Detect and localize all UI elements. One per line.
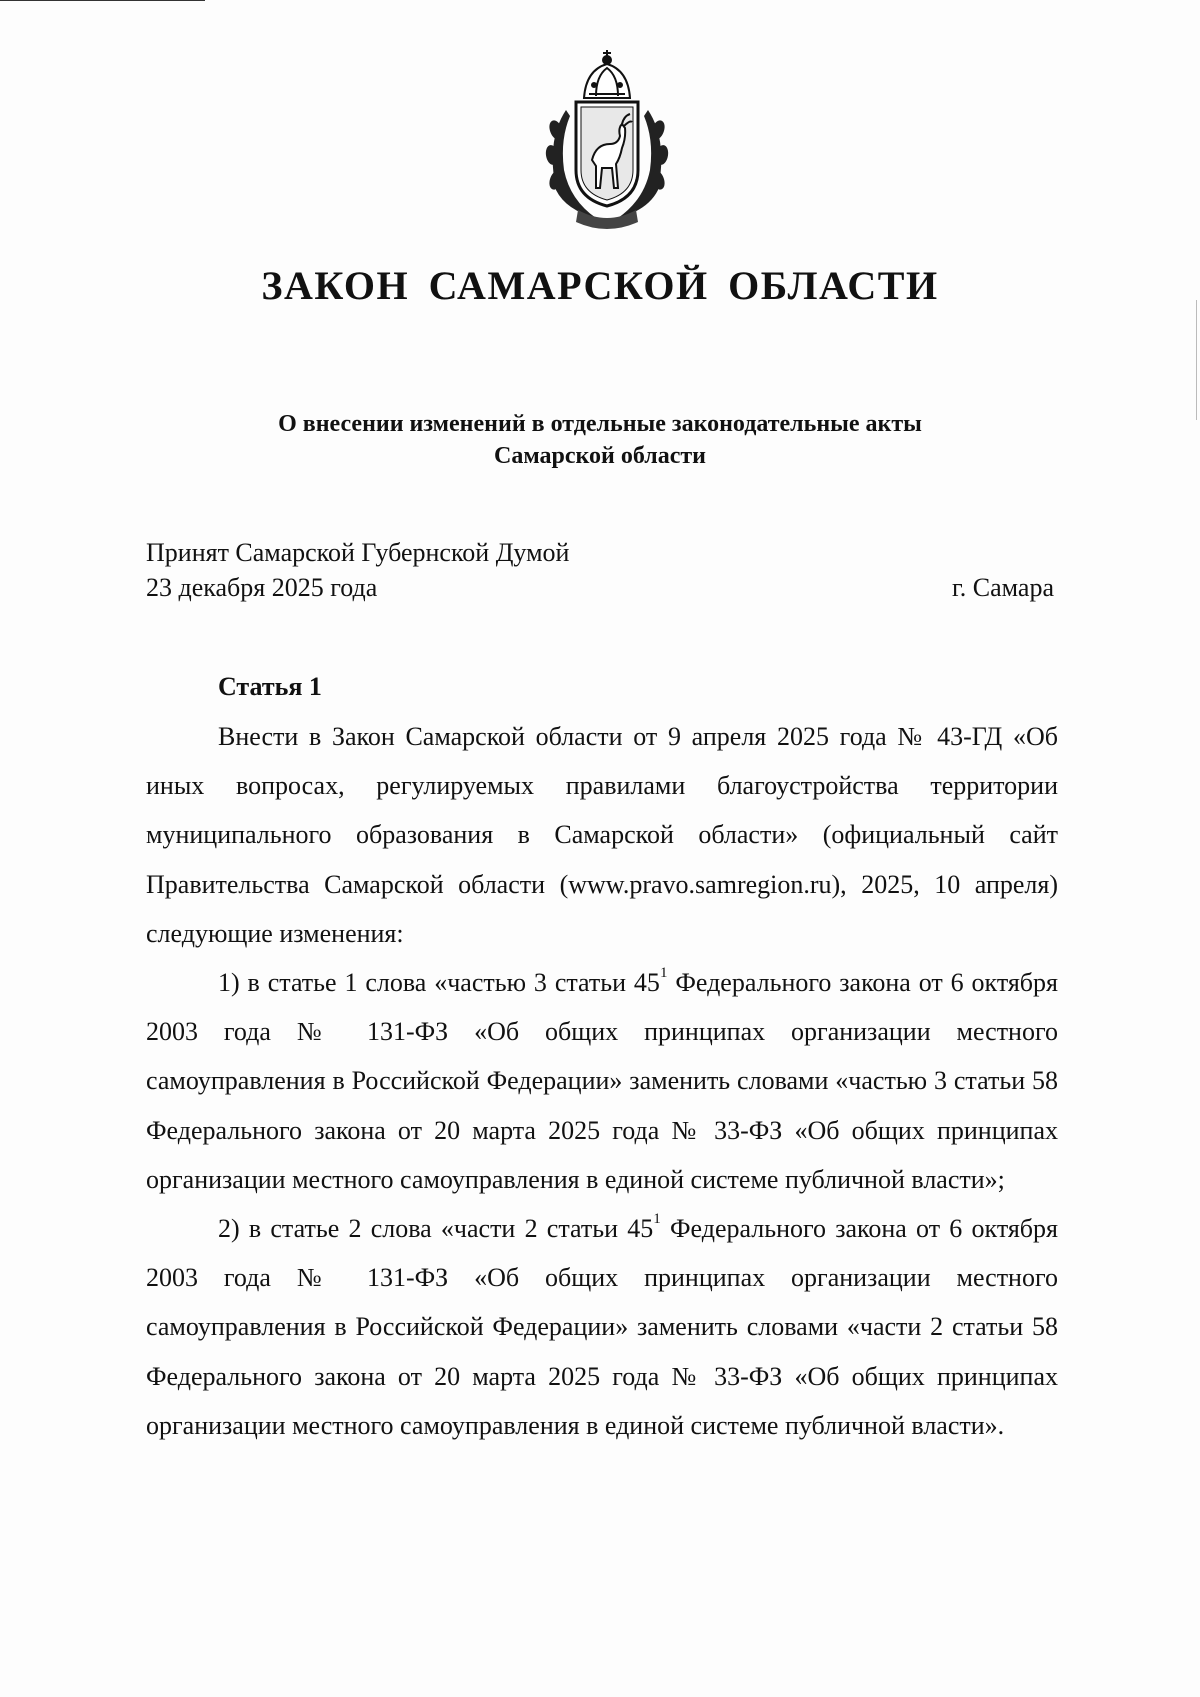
paragraph: Внести в Закон Самарской области от 9 апреля 2025 года № 43-ГД «Об иных вопросах, регулируемых правилами благоустройства территории муниципального образования в Самарской области» (официальный сайт Правительства Самарской области (www.pravo.samregion.ru), 2025, 10 апреля) следующие изменения:: [146, 722, 1058, 948]
article-body: [146, 712, 1058, 1450]
text: 2) в статье 2 слова «части 2 статьи 45: [218, 1214, 654, 1244]
text: 1) в статье 1 слова «частью 3 статьи 45: [218, 968, 660, 998]
subtitle-line: Самарской области: [494, 443, 706, 469]
paragraph: [146, 958, 1058, 1204]
document-subtitle: [0, 408, 1200, 472]
paragraph: [146, 1204, 1058, 1450]
text: Федерального закона от 6 октября 2003 года № 131-ФЗ «Об общих принципах организации местного самоуправления в Российской Федерации» заменить словами «частью 3 статьи 58 Федерального закона от 20 марта 2025 года № 33-ФЗ «Об общих принципах организации местного самоуправления в единой системе публичной власти»;: [146, 968, 1058, 1194]
superscript: 1: [653, 1211, 661, 1228]
subtitle-line: О внесении изменений в отдельные законодательные акты: [278, 411, 922, 437]
article-heading: Статья 1: [218, 672, 322, 701]
text: Федерального закона от 6 октября 2003 года № 131-ФЗ «Об общих принципах организации местного самоуправления в Российской Федерации» заменить словами «части 2 статьи 58 Федерального закона от 20 марта 2025 года № 33-ФЗ «Об общих принципах организации местного самоуправления в единой системе публичной власти».: [146, 1214, 1058, 1440]
adopted-by: Принят Самарской Губернской Думой: [146, 538, 570, 567]
superscript: 1: [659, 965, 668, 982]
city: г. Самара: [952, 573, 1054, 602]
scan-mark: [0, 0, 205, 1]
scan-mark: [1196, 300, 1197, 420]
document-title: ЗАКОН САМАРСКОЙ ОБЛАСТИ: [261, 263, 939, 308]
samara-coat-of-arms-icon: [526, 40, 688, 232]
adoption-date: 23 декабря 2025 года: [146, 573, 378, 602]
